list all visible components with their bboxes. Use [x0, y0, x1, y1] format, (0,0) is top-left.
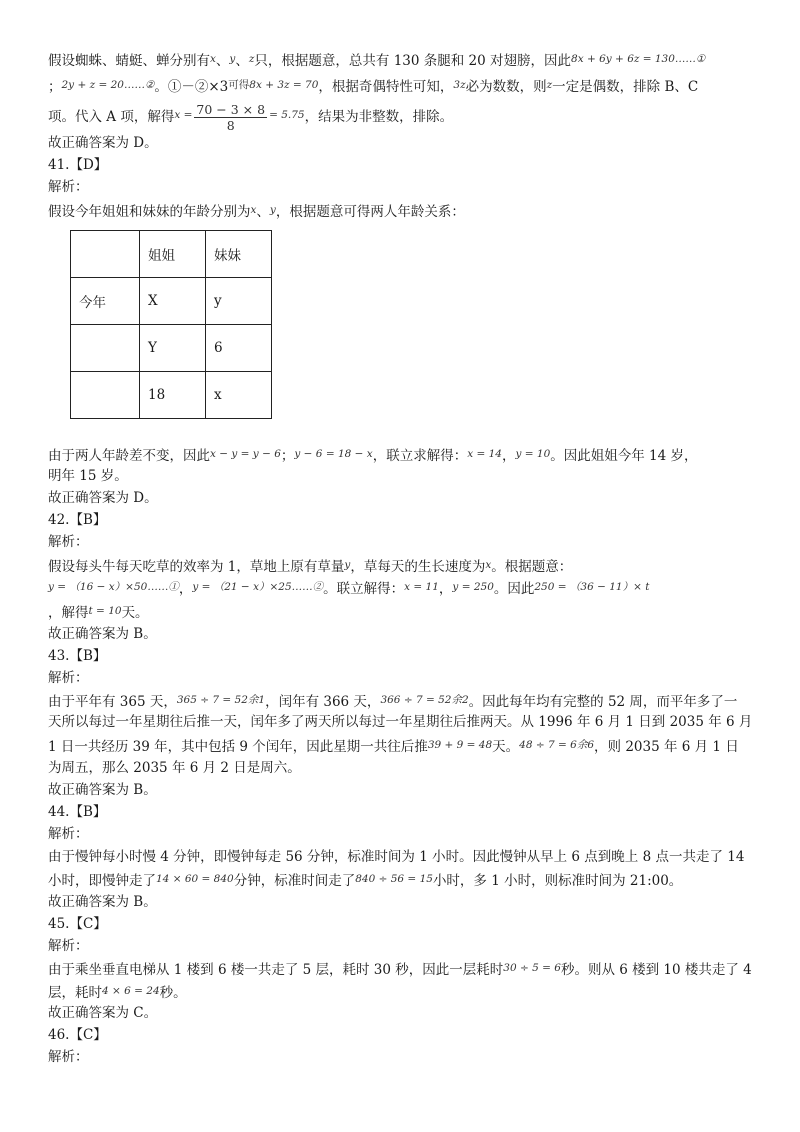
equation: 30 ÷ 5 = 6	[503, 962, 561, 974]
text-line	[48, 98, 760, 134]
equation: 48 ÷ 7 = 6余6	[519, 739, 595, 751]
analysis-label: 解析：	[48, 670, 89, 686]
text-line	[48, 201, 760, 221]
question-number: 46.【C】	[48, 1027, 107, 1043]
equation: y = 10	[515, 448, 551, 460]
text: 秒。	[159, 985, 187, 1001]
equation: y = （16 − x）×50……①	[48, 581, 179, 593]
equation: 14 × 60 = 840	[156, 873, 234, 885]
answer-line: 故正确答案为 B。	[48, 782, 157, 798]
table-cell: 18	[140, 372, 206, 419]
age-table	[70, 230, 272, 419]
text: ；	[48, 79, 62, 95]
fraction-numerator: 70 − 3 × 8	[196, 102, 266, 117]
table-row	[71, 325, 272, 372]
text: ，	[501, 448, 516, 464]
math-var: z	[248, 53, 255, 65]
text: 由于乘坐垂直电梯从 1 楼到 6 楼一共走了 5 层，耗时 30 秒，因此一层耗时	[48, 962, 504, 978]
table-cell: y	[206, 278, 272, 325]
equation: 8x + 6y + 6z = 130……①	[571, 53, 706, 65]
text: 、	[256, 204, 270, 220]
text-line	[48, 76, 760, 96]
equation: 2y + z = 20……②	[61, 79, 155, 91]
text-line	[48, 50, 760, 70]
math-var: x	[250, 204, 257, 216]
text: 项。代入 A 项，解得	[48, 109, 175, 125]
analysis-label: 解析：	[48, 534, 89, 550]
question-number: 45.【C】	[48, 916, 107, 932]
equation: x − y = y − 6	[210, 448, 281, 460]
equation: 4 × 6 = 24	[102, 985, 160, 997]
table-cell: 今年	[71, 278, 140, 325]
text: 小时，多 1 小时，则标准时间为 21:00。	[432, 873, 683, 889]
fraction-denominator: 8	[226, 118, 235, 133]
table-cell	[71, 372, 140, 419]
text: 1 日一共经历 39 年，其中包括 9 个闰年，因此星期一共往后推	[48, 739, 428, 755]
analysis-label: 解析：	[48, 938, 89, 954]
text: 可得	[228, 79, 250, 91]
math-var: y	[269, 204, 276, 216]
text-line	[48, 691, 760, 711]
text: 。因此姐姐今年 14 岁，	[550, 448, 698, 464]
text-line	[48, 736, 760, 756]
text: 分钟，标准时间走了	[233, 873, 356, 889]
text-line	[48, 982, 760, 1002]
text-line	[48, 578, 760, 598]
text: ，结果为非整数，排除。	[304, 109, 454, 125]
text: 假设蜘蛛、蜻蜓、蝉分别有	[48, 53, 210, 69]
text: ，	[178, 581, 193, 597]
table-cell: Y	[140, 325, 206, 372]
answer-line: 故正确答案为 B。	[48, 894, 157, 910]
text: 、	[215, 53, 230, 69]
question-number: 41.【D】	[48, 157, 108, 173]
table-cell: x	[206, 372, 272, 419]
answer-line: 故正确答案为 B。	[48, 626, 157, 642]
equation: = 5.75	[269, 109, 305, 121]
analysis-label: 解析：	[48, 1049, 89, 1065]
math-var: z	[546, 79, 553, 91]
text-line	[48, 870, 760, 890]
text: 必为数数，则	[465, 79, 547, 95]
text: ，草每天的生长速度为	[350, 559, 486, 575]
fraction	[194, 102, 267, 133]
answer-line: 故正确答案为 D。	[48, 490, 158, 506]
text: ；	[280, 448, 295, 464]
text-line: 天所以每过一年星期往后推一天，闰年多了两天所以每过一年星期往后推两天。从 1996 年 6 月 1 日到 2035 年 6 月	[48, 714, 753, 730]
text-line	[48, 602, 760, 622]
question-number: 44.【B】	[48, 804, 107, 820]
question-number: 43.【B】	[48, 648, 107, 664]
text: ，则 2035 年 6 月 1 日	[594, 739, 739, 755]
equation: 250 = （36 − 11）× t	[534, 581, 650, 593]
text: ，解得	[48, 605, 89, 621]
text: 秒。则从 6 楼到 10 楼共走了 4	[560, 962, 752, 978]
answer-line: 故正确答案为 D。	[48, 135, 158, 151]
analysis-label: 解析：	[48, 179, 89, 195]
equation: x = 14	[467, 448, 502, 460]
table-cell	[71, 231, 140, 278]
text-line	[48, 445, 760, 465]
text: 由于两人年龄差不变，因此	[48, 448, 210, 464]
text: 小时，即慢钟走了	[48, 873, 156, 889]
table-row	[71, 278, 272, 325]
equation: 365 ÷ 7 = 52余1	[176, 694, 266, 706]
equation: y = （21 − x）×25……②	[192, 581, 324, 593]
math-var: y	[344, 559, 351, 571]
equation: y = 250	[452, 581, 494, 593]
math-var: y	[229, 53, 236, 65]
math-var: x	[485, 559, 492, 571]
text: 天。	[121, 605, 149, 621]
table-row	[71, 372, 272, 419]
equation: 366 ÷ 7 = 52余2	[380, 694, 469, 706]
text: 。因此	[493, 581, 535, 597]
text-line	[48, 556, 760, 576]
text: 。联立解得：	[323, 581, 405, 597]
text: 天。	[492, 739, 520, 755]
table-cell	[71, 325, 140, 372]
text: ，	[438, 581, 453, 597]
math-var: x	[210, 53, 216, 65]
analysis-label: 解析：	[48, 826, 89, 842]
text: 假设今年姐姐和妹妹的年龄分别为	[48, 204, 251, 220]
table-header-row	[71, 231, 272, 278]
table-cell: X	[140, 278, 206, 325]
equation: t = 10	[88, 605, 122, 617]
text: 由于平年有 365 天，	[48, 694, 177, 710]
table-cell: 妹妹	[206, 231, 272, 278]
text: ，联立求解得：	[372, 448, 468, 464]
math-var: x =	[174, 109, 193, 121]
question-number: 42.【B】	[48, 512, 107, 528]
text: 、	[235, 53, 249, 69]
text: ，闰年有 366 天，	[265, 694, 381, 710]
math-var: 3z	[453, 79, 466, 91]
text: 只，根据题意，总共有 130 条腿和 20 对翅膀，因此	[254, 53, 572, 69]
equation: 39 + 9 = 48	[427, 739, 493, 751]
equation: y − 6 = 18 − x	[294, 448, 373, 460]
equation: 8x + 3z = 70	[249, 79, 319, 91]
text: 。因此每年均有完整的 52 周，而平年多了一	[468, 694, 738, 710]
text-line: 由于慢钟每小时慢 4 分钟，即慢钟每走 56 分钟，标准时间为 1 小时。因此慢钟从早上 6 点到晚上 8 点一共走了 14	[48, 849, 745, 865]
table-cell: 6	[206, 325, 272, 372]
text: 。①－②×3	[154, 79, 229, 95]
text-line	[48, 959, 760, 979]
text: 一定是偶数，排除 B、C	[552, 79, 699, 95]
text-line: 明年 15 岁。	[48, 468, 128, 484]
text: 层，耗时	[48, 985, 102, 1001]
text: 假设每头牛每天吃草的效率为 1，草地上原有草量	[48, 559, 345, 575]
text-line: 为周五，那么 2035 年 6 月 2 日是周六。	[48, 760, 301, 776]
table-cell: 姐姐	[140, 231, 206, 278]
text: ，根据奇偶特性可知，	[318, 79, 454, 95]
text: 。根据题意：	[491, 559, 573, 575]
text: ，根据题意可得两人年龄关系：	[275, 204, 465, 220]
equation: 840 ÷ 56 = 15	[355, 873, 433, 885]
answer-line: 故正确答案为 C。	[48, 1005, 158, 1021]
equation: x = 11	[404, 581, 439, 593]
